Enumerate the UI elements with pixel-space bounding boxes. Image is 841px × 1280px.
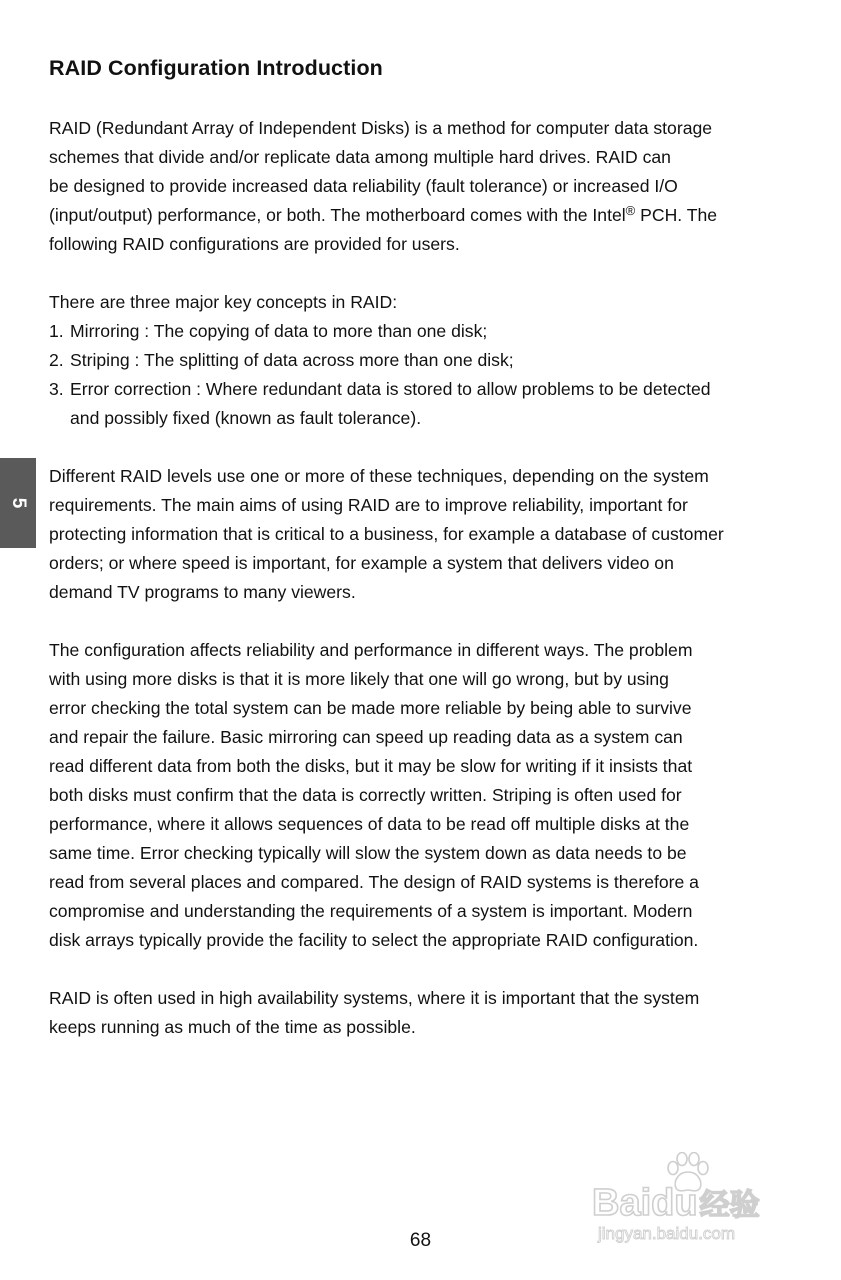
intro-line: schemes that divide and/or replicate data among multiple hard drives. RAID can xyxy=(49,147,671,167)
page-number: 68 xyxy=(409,1230,432,1251)
paragraph-line: read from several places and compared. The design of RAID systems is therefore a xyxy=(49,872,699,892)
paragraph-line: with using more disks is that it is more likely that one will go wrong, but by using xyxy=(49,669,669,689)
page-title: RAID Configuration Introduction xyxy=(49,56,383,80)
intro-line: following RAID configurations are provided for users. xyxy=(49,234,460,254)
paragraph-line: keeps running as much of the time as possible. xyxy=(49,1017,416,1037)
paragraph-line: compromise and understanding the requirements of a system is important. Modern xyxy=(49,901,693,921)
paragraph-line: Different RAID levels use one or more of these techniques, depending on the system xyxy=(49,466,709,486)
list-item: 1. Mirroring : The copying of data to more than one disk; xyxy=(49,321,488,341)
paragraph-line: disk arrays typically provide the facility to select the appropriate RAID configuration. xyxy=(49,930,699,950)
intro-paragraph xyxy=(49,114,809,259)
raid-levels-paragraph xyxy=(49,462,809,607)
paragraph-line: RAID is often used in high availability systems, where it is important that the system xyxy=(49,988,700,1008)
list-item: 3. Error correction : Where redundant data is stored to allow problems to be detected and possibly fixed (known as fault tolerance). xyxy=(49,379,711,428)
intro-line: RAID (Redundant Array of Independent Disks) is a method for computer data storage xyxy=(49,118,713,138)
availability-paragraph xyxy=(49,984,809,1042)
paragraph-line: read different data from both the disks, but it may be slow for writing if it insists that xyxy=(49,756,693,776)
paragraph-line: error checking the total system can be made more reliable by being able to survive xyxy=(49,698,692,718)
paragraph-line: protecting information that is critical to a business, for example a database of customer xyxy=(49,524,724,544)
concepts-list xyxy=(49,317,809,433)
list-item: 2. Striping : The splitting of data across more than one disk; xyxy=(49,350,514,370)
watermark-brand: Baidu经验 xyxy=(592,1182,760,1224)
paragraph-line: requirements. The main aims of using RAID are to improve reliability, important for xyxy=(49,495,688,515)
concepts-lead: There are three major key concepts in RAID: xyxy=(49,292,398,312)
watermark-url: jingyan.baidu.com xyxy=(598,1224,736,1243)
intro-line: be designed to provide increased data reliability (fault tolerance) or increased I/O xyxy=(49,176,678,196)
body-text xyxy=(49,114,809,1071)
paragraph-line: both disks must confirm that the data is correctly written. Striping is often used for xyxy=(49,785,682,805)
chapter-number: 5 xyxy=(8,497,29,509)
paragraph-line: performance, where it allows sequences of data to be read off multiple disks at the xyxy=(49,814,690,834)
registered-mark: ® xyxy=(625,203,636,218)
configuration-paragraph xyxy=(49,636,809,955)
paragraph-line: demand TV programs to many viewers. xyxy=(49,582,356,602)
intro-line: (input/output) performance, or both. The motherboard comes with the Intel® PCH. The xyxy=(49,203,718,225)
chapter-tab xyxy=(0,458,36,548)
paragraph-line: same time. Error checking typically will slow the system down as data needs to be xyxy=(49,843,687,863)
paragraph-line: orders; or where speed is important, for example a system that delivers video on xyxy=(49,553,674,573)
paragraph-line: and repair the failure. Basic mirroring can speed up reading data as a system can xyxy=(49,727,683,747)
paragraph-line: The configuration affects reliability and performance in different ways. The problem xyxy=(49,640,693,660)
